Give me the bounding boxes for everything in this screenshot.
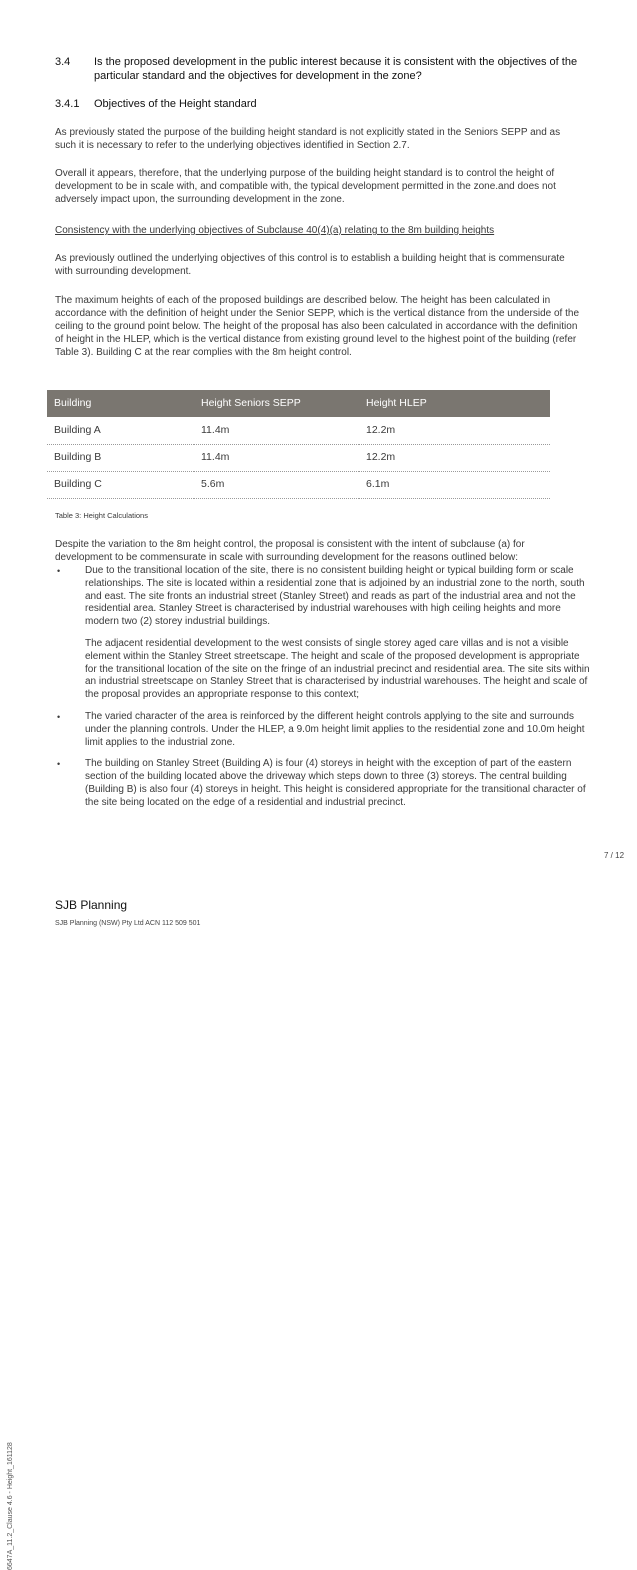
table-cell: 11.4m — [194, 417, 359, 444]
bullet-marker: • — [57, 566, 61, 576]
document-reference: 6647A_11.2_Clause 4.6 - Height_161128 — [7, 1442, 14, 1570]
section-heading — [55, 55, 590, 83]
bullet-marker: • — [57, 759, 61, 770]
paragraph-2: Overall it appears, therefore, that the underlying purpose of the building height standard is to control the height of development to be in scale with, and compatible with, the typical development permitted in the zone.and does not adversely impact upon, the surrounding development in the zone. — [55, 168, 556, 205]
table-row — [47, 417, 550, 444]
subsection-title: Objectives of the Height standard — [94, 98, 257, 110]
consistency-heading: Consistency with the underlying objectives of Subclause 40(4)(a) relating to the 8m building heights — [55, 225, 495, 236]
paragraph-4: The maximum heights of each of the proposed buildings are described below. The height has been calculated in accordance with the definition of height under the Senior SEPP, which is the vertical distance from the underside of the ceiling to the ground point below. The height of the proposal has also been calculated in accordance with the definition of height in the HLEP, which is the vertical distance from existing ground level to the highest point of the building (refer Table 3). Building C at the rear complies with the 8m height control. — [55, 295, 580, 358]
list-item — [55, 711, 590, 749]
list-item — [55, 565, 590, 702]
section-number: 3.4 — [55, 56, 71, 68]
footer-registration: SJB Planning (NSW) Pty Ltd ACN 112 509 501 — [55, 920, 201, 927]
table-cell: Building C — [47, 471, 194, 498]
bullet-text: The varied character of the area is reinforced by the different height controls applying to the site and surrounds under the planning controls. Under the HLEP, a 9.0m height limit applies to the residential zone and 10.0m height limit applies to the industrial zone. — [85, 710, 585, 748]
section-title: Is the proposed development in the public interest because it is consistent with the objectives of the particular standard and the objectives for development in the zone? — [94, 56, 578, 82]
table-cell: 5.6m — [194, 471, 359, 498]
bullet-text: Due to the transitional location of the site, there is no consistent building height or typical building form or scale relationships. The site is located within a residential zone that is adjoined by an industrial zone to the north, south and east. The site fronts an industrial street (Stanley Street) and reads as part of the industrial area and not the residential area. Stanley Street is characterised by industrial warehouses with high ceiling heights and more modern two (2) storey industrial buildings. — [85, 565, 585, 628]
bullet-text: The adjacent residential development to the west consists of single storey aged care villas and is not a visible element within the Stanley Street streetscape. The height and scale of the proposed development is appropriate for the transitional location of the site on the fringe of an industrial precinct and residential area. The site sits within an industrial streetscape on Stanley Street that is characterised by industrial warehouses. The height and scale of the proposal provides an appropriate response to this context; — [85, 637, 590, 701]
table-header-row — [47, 390, 550, 417]
table-row — [47, 471, 550, 498]
table-cell: 12.2m — [359, 444, 550, 471]
table-header: Height HLEP — [359, 390, 550, 417]
table-cell: Building A — [47, 417, 194, 444]
subsection-number: 3.4.1 — [55, 98, 80, 110]
table-cell: Building B — [47, 444, 194, 471]
bullet-marker: • — [57, 711, 61, 722]
bullet-list — [55, 565, 590, 819]
table-row — [47, 444, 550, 471]
table-cell: 6.1m — [359, 471, 550, 498]
paragraph-5: Despite the variation to the 8m height control, the proposal is consistent with the intent of subclause (a) for development to be commensurate in scale with surrounding development for the reasons outlined below: — [55, 539, 525, 563]
table-caption: Table 3: Height Calculations — [55, 511, 148, 520]
paragraph-3: As previously outlined the underlying objectives of this control is to establish a building height that is commensurate with surrounding development. — [55, 253, 565, 277]
height-table — [47, 390, 550, 499]
table-header: Height Seniors SEPP — [194, 390, 359, 417]
footer-company: SJB Planning — [55, 898, 128, 912]
bullet-text: The building on Stanley Street (Building A) is four (4) storeys in height with the exception of part of the eastern section of the building located above the driveway which steps down to three (3) storeys. The central building (Building B) is also four (4) storeys in height. This height is considered appropriate for the transitional character of the site being located on the edge of a residential and industrial precinct. — [85, 758, 586, 808]
subsection-heading — [55, 97, 590, 111]
table-header: Building — [47, 390, 194, 417]
table-cell: 12.2m — [359, 417, 550, 444]
paragraph-1: As previously stated the purpose of the building height standard is not explicitly stated in the Seniors SEPP and as such it is necessary to refer to the underlying objectives identified in Section 2.7. — [55, 127, 561, 151]
list-item — [55, 758, 590, 809]
page-number: 7 / 12 — [604, 851, 625, 860]
table-cell: 11.4m — [194, 444, 359, 471]
